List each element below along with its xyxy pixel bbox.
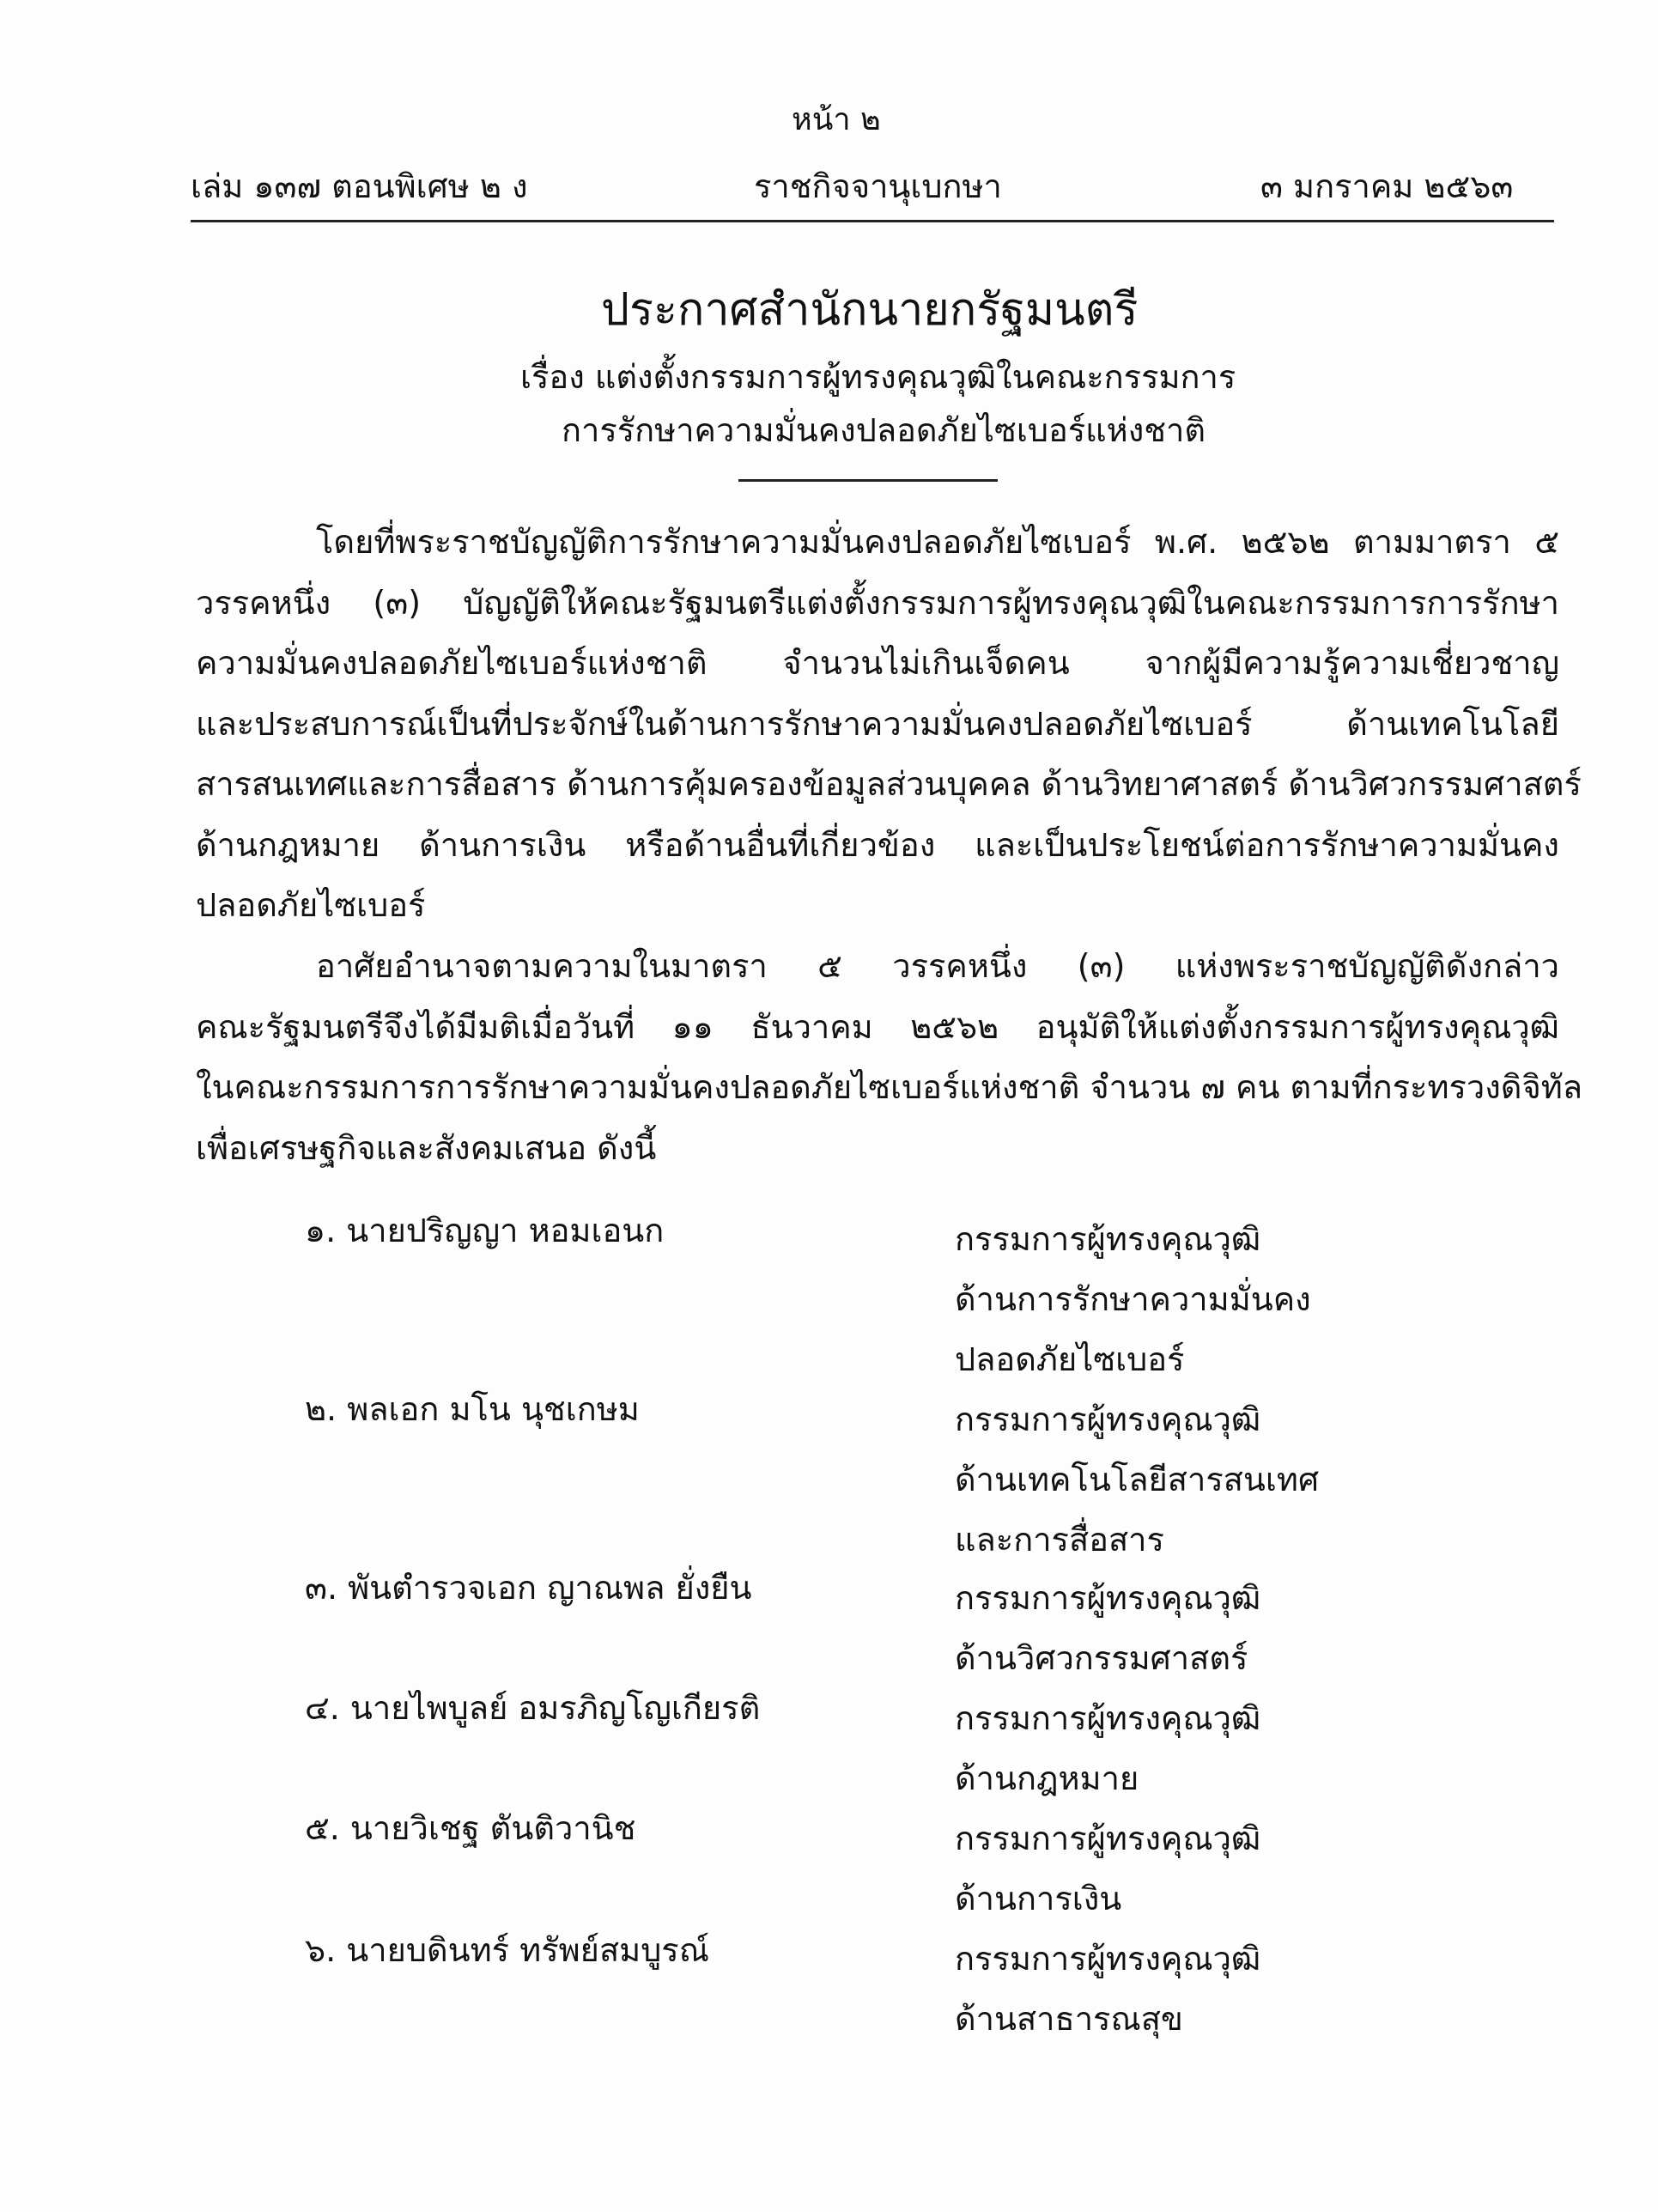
gazette-name: ราชกิจจานุเบกษา	[754, 167, 1002, 205]
member-name: ๓. พันตำรวจเอก ญาณพล ยั่งยืน	[305, 1569, 752, 1607]
member-role-line: ด้านสาธารณสุข	[955, 2000, 1183, 2038]
member-role	[955, 1209, 1311, 1389]
member-role-line: กรรมการผู้ทรงคุณวุฒิ	[955, 1401, 1261, 1438]
member-role-line: และการสื่อสาร	[955, 1521, 1164, 1559]
member-role-line: กรรมการผู้ทรงคุณวุฒิ	[955, 1220, 1261, 1258]
member-role-line: ด้านการรักษาความมั่นคง	[955, 1280, 1311, 1318]
paragraph-1-line: สารสนเทศและการสื่อสาร ด้านการคุ้มครองข้อมูลส่วนบุคคล ด้านวิทยาศาสตร์ ด้านวิศวกรรมศาสตร์	[196, 765, 1582, 803]
subject-line-1: เรื่อง แต่งตั้งกรรมการผู้ทรงคุณวุฒิในคณะกรรมการ	[520, 358, 1236, 396]
member-role	[955, 1389, 1319, 1570]
title-separator	[738, 479, 998, 482]
paragraph-2-line: คณะรัฐมนตรีจึงได้มีมติเมื่อวันที่ ๑๑ ธันวาคม ๒๕๖๒ อนุมัติให้แต่งตั้งกรรมการผู้ทรงคุณวุฒิ	[196, 1007, 1559, 1046]
subject-line-2: การรักษาความมั่นคงปลอดภัยไซเบอร์แห่งชาติ	[562, 411, 1206, 449]
member-name: ๔. นายไพบูลย์ อมรภิญโญเกียรติ	[305, 1689, 761, 1727]
member-role-line: ปลอดภัยไซเบอร์	[955, 1340, 1185, 1378]
member-role	[955, 1808, 1260, 1929]
member-role-line: ด้านวิศวกรรมศาสตร์	[955, 1639, 1248, 1677]
paragraph-1-line: วรรคหนึ่ง (๓) บัญญัติให้คณะรัฐมนตรีแต่งตั้งกรรมการผู้ทรงคุณวุฒิในคณะกรรมการการรักษา	[196, 583, 1559, 622]
member-name: ๖. นายบดินทร์ ทรัพย์สมบูรณ์	[305, 1931, 709, 1969]
announcement-title: ประกาศสำนักนายกรัฐมนตรี	[601, 284, 1139, 336]
paragraph-2-line: เพื่อเศรษฐกิจและสังคมเสนอ ดังนี้	[196, 1128, 657, 1167]
paragraph-1-line: ด้านกฎหมาย ด้านการเงิน หรือด้านอื่นที่เกี่ยวข้อง และเป็นประโยชน์ต่อการรักษาความมั่นคง	[196, 825, 1559, 864]
paragraph-1-line: โดยที่พระราชบัญญัติการรักษาความมั่นคงปลอดภัยไซเบอร์ พ.ศ. ๒๕๖๒ ตามมาตรา ๕	[316, 523, 1559, 561]
member-role-line: ด้านการเงิน	[955, 1880, 1122, 1917]
paragraph-2-line: ในคณะกรรมการการรักษาความมั่นคงปลอดภัยไซเบอร์แห่งชาติ จำนวน ๗ คน ตามที่กระทรวงดิจิทัล	[196, 1068, 1583, 1106]
member-name: ๕. นายวิเชฐ ตันติวานิช	[305, 1809, 636, 1847]
member-name: ๒. พลเอก มโน นุชเกษม	[305, 1390, 640, 1428]
member-role	[955, 1568, 1260, 1688]
paragraph-1-line: ความมั่นคงปลอดภัยไซเบอร์แห่งชาติ จำนวนไม่เกินเจ็ดคน จากผู้มีความรู้ความเชี่ยวชาญ	[196, 644, 1559, 682]
member-role-line: กรรมการผู้ทรงคุณวุฒิ	[955, 1699, 1261, 1737]
member-role-line: กรรมการผู้ทรงคุณวุฒิ	[955, 1579, 1261, 1617]
header-rule	[191, 220, 1554, 222]
member-role-line: ด้านกฎหมาย	[955, 1759, 1139, 1797]
member-name: ๑. นายปริญญา หอมเอนก	[305, 1212, 665, 1249]
member-role-line: กรรมการผู้ทรงคุณวุฒิ	[955, 1940, 1261, 1978]
paragraph-2	[196, 936, 1583, 1178]
page-number: หน้า ๒	[792, 102, 881, 137]
member-role-line: ด้านเทคโนโลยีสารสนเทศ	[955, 1461, 1320, 1498]
paragraph-1-line: และประสบการณ์เป็นที่ประจักษ์ในด้านการรักษาความมั่นคงปลอดภัยไซเบอร์ ด้านเทคโนโลยี	[196, 704, 1559, 743]
paragraph-2-line: อาศัยอำนาจตามความในมาตรา ๕ วรรคหนึ่ง (๓) แห่งพระราชบัญญัติดังกล่าว	[316, 947, 1559, 985]
volume-issue: เล่ม ๑๓๗ ตอนพิเศษ ๒ ง	[191, 167, 528, 205]
member-role	[955, 1688, 1260, 1808]
member-role	[955, 1929, 1260, 2049]
paragraph-1-line: ปลอดภัยไซเบอร์	[196, 886, 426, 924]
paragraph-1	[196, 512, 1582, 936]
publication-date: ๓ มกราคม ๒๕๖๓	[1260, 167, 1514, 205]
member-role-line: กรรมการผู้ทรงคุณวุฒิ	[955, 1820, 1261, 1857]
